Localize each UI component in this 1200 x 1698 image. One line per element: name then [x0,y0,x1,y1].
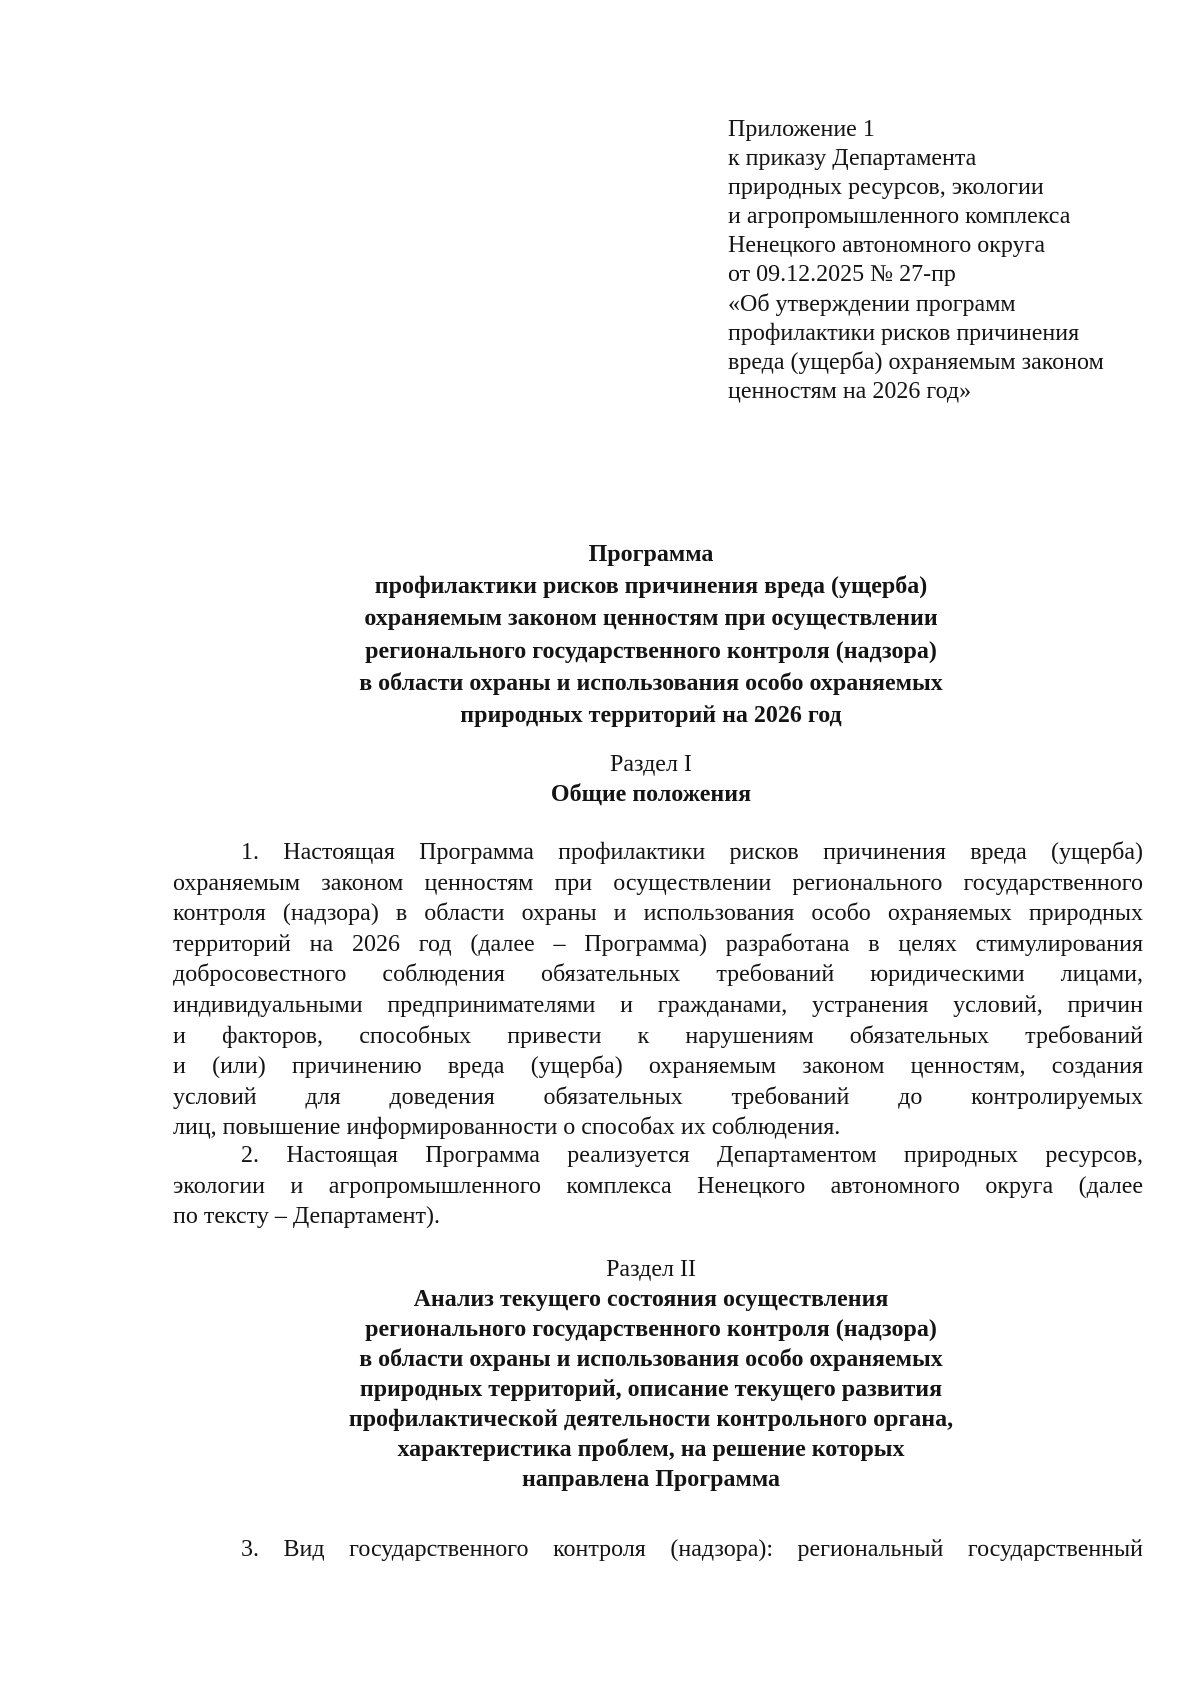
appendix-line: от 09.12.2025 № 27-пр [728,261,956,288]
title-line: Программа [588,541,714,567]
section-2-heading-line: направлена Программа [521,1466,781,1492]
section-2-heading-line: регионального государственного контроля (надзора) [365,1316,937,1342]
section-2-heading-line: Анализ текущего состояния осуществления [413,1286,889,1312]
title-line: профилактики рисков причинения вреда (ущерба) [374,573,928,600]
appendix-line: профилактики рисков причинения [728,319,1080,346]
paragraph-line: 3. Вид государственного контроля (надзора): региональный государственный [241,1536,1143,1562]
paragraph-line: территорий на 2026 год (далее – Программа) разработана в целях стимулирования [173,930,1143,957]
section-1-heading: Общие положения [550,781,752,807]
paragraph-line: и факторов, способных привести к нарушениям обязательных требований [173,1022,1143,1049]
appendix-note [728,115,1168,406]
appendix-line: Приложение 1 [728,116,875,142]
section-2-heading-line: природных территорий, описание текущего развития [359,1376,943,1402]
paragraph-line: 2. Настоящая Программа реализуется Департаментом природных ресурсов, [241,1142,1143,1168]
section-2-header [160,1254,1142,1494]
appendix-line: «Об утверждении программ [728,290,1016,317]
section-1-number: Раздел I [610,751,692,777]
paragraph-line: индивидуальными предпринимателями и гражданами, устранения условий, причин [173,991,1143,1018]
paragraph-2 [173,1140,1143,1232]
appendix-line: к приказу Департамента [728,145,977,172]
paragraph-line: 1. Настоящая Программа профилактики рисков причинения вреда (ущерба) [241,839,1143,865]
title-line: природных территорий на 2026 год [460,702,842,729]
paragraph-line: охраняемым законом ценностям при осуществлении регионального государственного [173,869,1143,896]
paragraph-1 [173,837,1143,1143]
section-2-heading-line: характеристика проблем, на решение которых [397,1436,905,1462]
paragraph-line: и (или) причинению вреда (ущерба) охраняемым законом ценностям, создания [173,1053,1143,1080]
appendix-line: Ненецкого автономного округа [728,232,1046,259]
paragraph-3 [173,1534,1143,1565]
appendix-line: ценностям на 2026 год» [728,377,972,404]
section-2-heading-line: в области охраны и использования особо охраняемых [359,1346,943,1372]
paragraph-line: экологии и агропромышленного комплекса Ненецкого автономного округа (далее [173,1172,1143,1199]
paragraph-line: по тексту – Департамент). [173,1203,440,1230]
paragraph-line: контроля (надзора) в области охраны и использования особо охраняемых природных [173,900,1143,927]
title-line: в области охраны и использования особо охраняемых [359,669,943,696]
paragraph-line: условий для доведения обязательных требований до контролируемых [173,1083,1143,1110]
title-line: регионального государственного контроля (надзора) [365,637,937,664]
appendix-line: природных ресурсов, экологии [728,174,1044,201]
appendix-line: и агропромышленного комплекса [728,203,1071,230]
section-1-header [160,749,1142,809]
title-line: охраняемым законом ценностям при осуществлении [364,605,938,632]
program-title [160,538,1142,731]
section-2-heading-line: профилактической деятельности контрольного органа, [348,1406,954,1432]
appendix-line: вреда (ущерба) охраняемым законом [728,348,1104,375]
section-2-number: Раздел II [606,1256,696,1282]
paragraph-line: добросовестного соблюдения обязательных требований юридическими лицами, [173,961,1143,988]
paragraph-line: лиц, повышение информированности о способах их соблюдения. [173,1114,841,1141]
